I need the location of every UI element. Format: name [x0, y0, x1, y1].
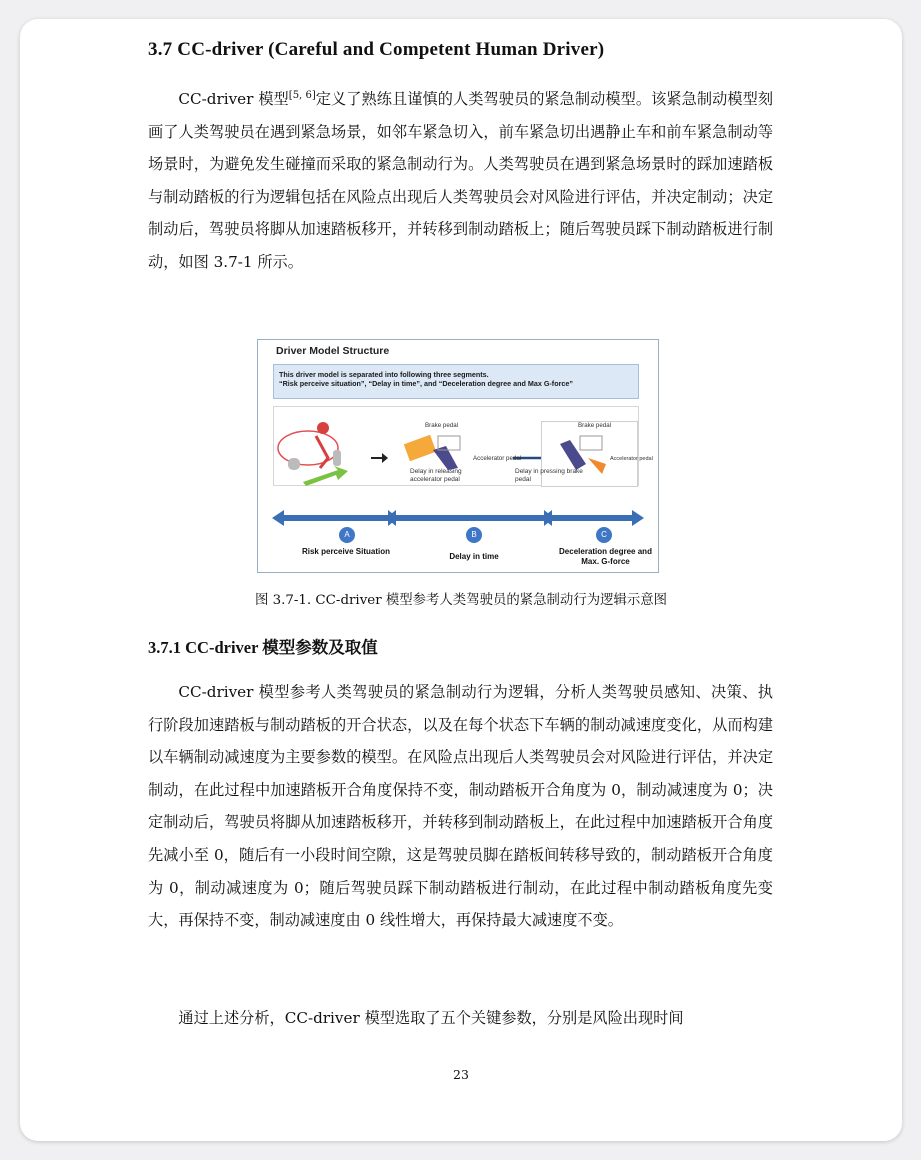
- figure-title: Driver Model Structure: [276, 345, 390, 357]
- accelerator-pedal-label-2: Accelerator pedal: [610, 456, 653, 462]
- section-paragraph-1: [148, 83, 773, 279]
- timeline-left-head: [272, 510, 284, 526]
- segment-b-badge: B: [466, 527, 482, 543]
- document-page: [20, 19, 902, 1141]
- segment-a-badge: A: [339, 527, 355, 543]
- section-title: 3.7 CC-driver (Careful and Competent Human Driver): [148, 39, 605, 60]
- segment-c-name: Deceleration degree and Max. G-force: [559, 547, 652, 566]
- delay-press-label: Delay in pressing brake pedal: [515, 468, 583, 483]
- pedal-illustration-1: [404, 435, 460, 470]
- citation: [5, 6]: [288, 89, 316, 101]
- driver-model-figure: [257, 339, 659, 573]
- accelerator-pedal-label-1: Accelerator pedal: [473, 455, 522, 462]
- segment-a-name: Risk perceive Situation: [301, 547, 391, 556]
- brake-pedal-label-2: Brake pedal: [578, 422, 612, 429]
- subsection-title: 3.7.1 CC-driver 模型参数及取值: [148, 638, 378, 657]
- paragraph-text-a: CC-driver 模型: [178, 90, 289, 108]
- figure-desc-line-2: “Risk perceive situation”, “Delay in time”, and “Deceleration degree and Max G-force”: [279, 379, 573, 388]
- arrow-1-head: [382, 453, 388, 463]
- segment-c-badge: C: [596, 527, 612, 543]
- figure-desc-line-1: This driver model is separated into following three segments.: [279, 370, 489, 379]
- segment-b-name: Delay in time: [449, 552, 499, 561]
- subsection-paragraph-2: 通过上述分析，CC-driver 模型选取了五个关键参数，分别是风险出现时间: [178, 1009, 684, 1027]
- delay-release-label: Delay in releasing accelerator pedal: [410, 468, 462, 483]
- brake-pedal-label-1: Brake pedal: [425, 422, 459, 429]
- timeline-right-head: [632, 510, 644, 526]
- paragraph-text-b: 定义了熟练且谨慎的人类驾驶员的紧急制动模型。该紧急制动模型刻画了人类驾驶员在遇到紧急场景，如邻车紧急切入，前车紧急切出遇静止车和前车紧急制动等场景时，为避免发生碰撞而采取的紧急制动行为。人类驾驶员在遇到紧急场景时的踩加速踏板与制动踏板的行为逻辑包括在风险点出现后人类驾驶员会对风险进行评估，并决定制动；决定制动后，驾驶员将脚从加速踏板移开，并转移到制动踏板上；随后驾驶员踩下制动踏板进行制动，如图 3.7-1 所示。: [148, 90, 774, 271]
- page-number: 23: [453, 1067, 469, 1082]
- figure-caption: 图 3.7-1. CC-driver 模型参考人类驾驶员的紧急制动行为逻辑示意图: [254, 593, 668, 608]
- subsection-paragraph-1: CC-driver 模型参考人类驾驶员的紧急制动行为逻辑，分析人类驾驶员感知、决策、执行阶段加速踏板与制动踏板的开合状态，以及在每个状态下车辆的制动减速度变化，从而构建以车辆制动减速度为主要参数的模型。在风险点出现后人类驾驶员会对风险进行评估，并决定制动，在此过程中加速踏板开合角度保持不变，制动踏板开合角度为 0，制动减速度为 0；决定制动后，驾驶员将脚从加速踏板移开，并转移到制动踏板上，在此过程中加速踏板开合角度先减小至 0，随后有一小段时间空隙，这是驾驶员脚在踏板间转移导致的，制动踏板开合角度为 0，制动减速度为 0；随后驾驶员踩下制动踏板进行制动，在此过程中制动踏板角度先变大，再保持不变，制动减速度由 0 线性增大，再保持最大减速度不变。: [148, 683, 773, 930]
- driver-illustration: [278, 422, 348, 486]
